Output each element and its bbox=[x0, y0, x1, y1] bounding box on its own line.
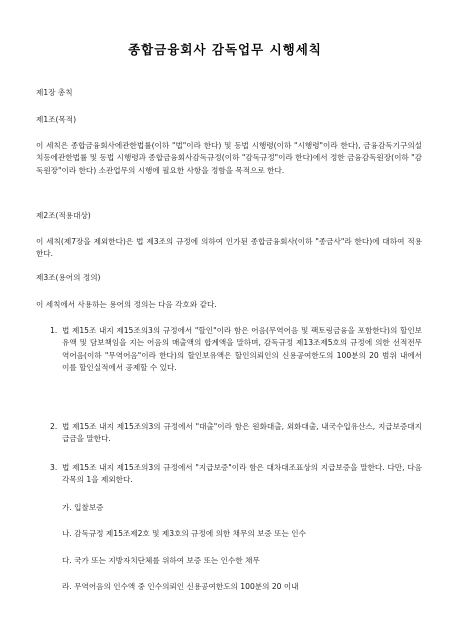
item-text: 법 제15조 내지 제15조의3의 규정에서 "지급보증"이라 함은 대차대조표상의 지급보증을 말한다. 다만, 다음 각목의 1을 제외한다. bbox=[62, 463, 422, 485]
article-3-intro: 이 세칙에서 사용하는 용어의 정의는 다음 각호와 같다. bbox=[36, 300, 217, 309]
sub-item-na: 나. 감독규정 제15조제2호 및 제3호의 규정에 의한 채무의 보증 또는 인수 bbox=[62, 529, 306, 538]
article-1-text: 이 세칙은 종합금융회사에관한법률(이하 "법"이라 한다) 및 동법 시행령(이하 "시행령"이라 한다), 금융감독기구의설치등에관한법률 및 동법 시행령과 종합금융회사감독규정(이하 "감독규정"이라 한다)에서 정한 금융감독원장(이하 "감독원장"이라 한다) 소관업무의 시행에 필요한 사항을 정함을 목적으로 한다. bbox=[36, 141, 422, 175]
document-title: 종합금융회사 감독업무 시행세칙 bbox=[128, 42, 322, 57]
item-text: 법 제15조 내지 제15조의3의 규정에서 "할인"이라 함은 어음(무역어음 및 팩토링금융을 포함한다)의 할인보유액 및 담보책임을 지는 어음의 매출액의 합계액을 말하며, 감독규정 제13조제5호의 규정에 의한 선적전무역어음(이하 "무역어음"이라 한다)의 할인보유액은 할인의뢰인의 신용공여한도의 100분의 20 범위 내에서 이를 할인실적에서 공제할 수 있다. bbox=[62, 326, 422, 372]
item-number: 1. bbox=[50, 326, 58, 335]
definition-item-2 bbox=[50, 421, 422, 446]
item-number: 3. bbox=[50, 463, 58, 472]
item-number: 2. bbox=[50, 422, 58, 431]
definition-item-1 bbox=[50, 325, 422, 374]
article-2-heading: 제2조(적용대상) bbox=[36, 211, 91, 220]
article-3-heading: 제3조(용어의 정의) bbox=[36, 273, 101, 282]
article-2-text: 이 세칙(제7장을 제외한다)은 법 제3조의 규정에 의하여 인가된 종합금융회사(이하 "종금사"라 한다)에 대하여 적용한다. bbox=[36, 237, 422, 259]
article-1-heading: 제1조(목적) bbox=[36, 115, 77, 124]
sub-item-ra: 라. 무역어음의 인수액 중 인수의뢰인 신용공여한도의 100분의 20 이내 bbox=[62, 582, 299, 591]
chapter-heading: 제1장 총칙 bbox=[36, 88, 73, 97]
sub-item-da: 다. 국가 또는 지방자치단체를 위하여 보증 또는 인수한 채무 bbox=[62, 556, 260, 565]
definition-item-3 bbox=[50, 462, 422, 487]
item-text: 법 제15조 내지 제15조의3의 규정에서 "대출"이라 함은 원화대출, 외화대출, 내국수입유산스, 지급보증대지급금을 말한다. bbox=[62, 422, 422, 444]
sub-item-ga: 가. 입찰보증 bbox=[62, 503, 104, 512]
